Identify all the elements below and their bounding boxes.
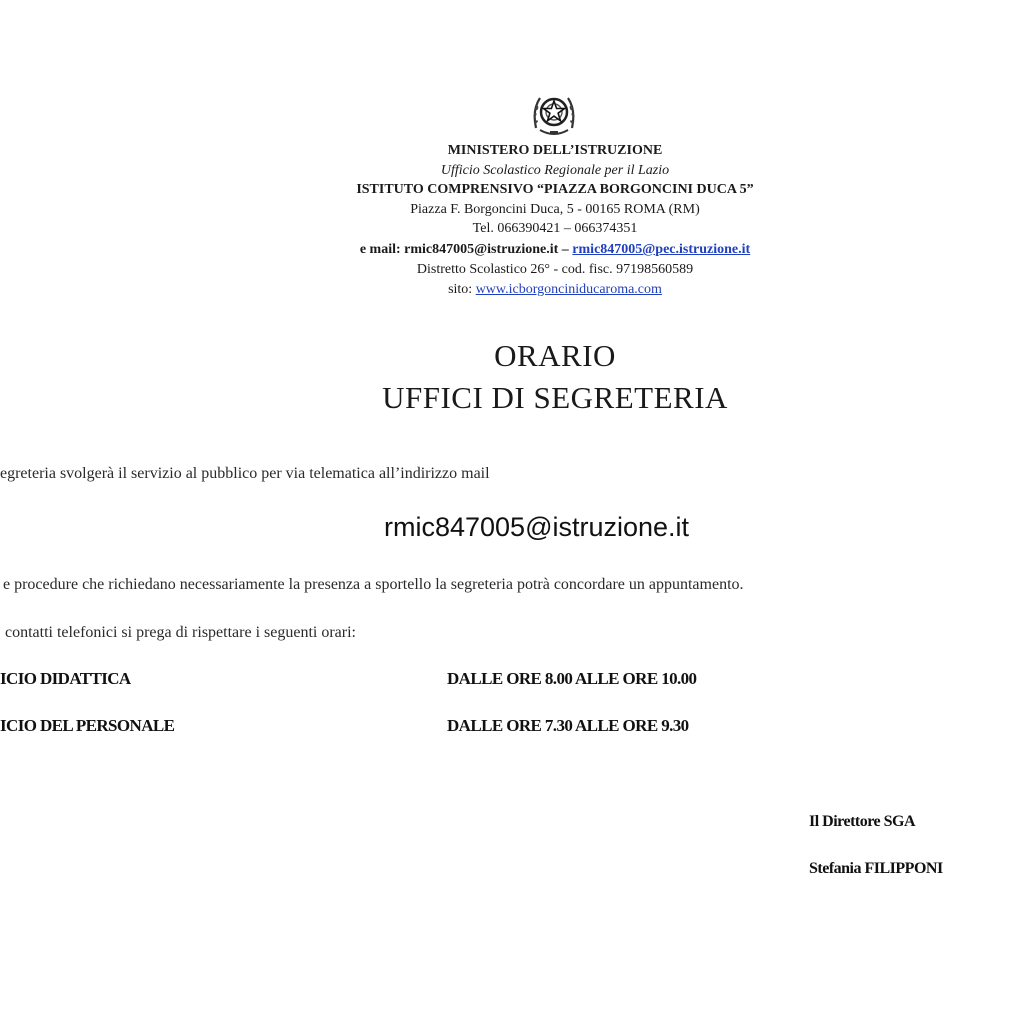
email-line (0, 242, 1024, 258)
contacts-paragraph: contatti telefonici si prega di rispettare i seguenti orari: (5, 624, 356, 641)
intro-paragraph: egreteria svolgerà il servizio al pubblico per via telematica all’indirizzo mail (0, 465, 490, 482)
page-subtitle: UFFICI DI SEGRETERIA (382, 380, 728, 415)
institute-name: ISTITUTO COMPRENSIVO “PIAZZA BORGONCINI DUCA 5” (356, 182, 754, 197)
republic-emblem-icon (530, 88, 578, 140)
schedule-hours-value: DALLE ORE 7.30 ALLE ORE 9.30 (447, 716, 689, 735)
institute-address: Piazza F. Borgoncini Duca, 5 - 00165 ROMA (RM) (410, 202, 700, 217)
service-email: rmic847005@istruzione.it (384, 512, 690, 542)
schedule-office-label: ICIO DEL PERSONALE (0, 716, 175, 735)
ministry-name: MINISTERO DELL’ISTRUZIONE (447, 143, 663, 158)
district-line: Distretto Scolastico 26° - cod. fisc. 97198560589 (416, 262, 694, 277)
institute-phone: Tel. 066390421 – 066374351 (472, 221, 638, 236)
signature-role: Il Direttore SGA (809, 813, 916, 830)
page-title: ORARIO (494, 338, 616, 373)
schedule-hours-value: DALLE ORE 8.00 ALLE ORE 10.00 (447, 669, 697, 688)
site-link[interactable]: www.icborgonciniducaroma.com (475, 282, 662, 297)
site-line (0, 282, 1024, 298)
signature-name: Stefania FILIPPONI (809, 860, 943, 877)
schedule-office-label: ICIO DIDATTICA (0, 669, 131, 688)
regional-office: Ufficio Scolastico Regionale per il Lazio (440, 163, 670, 178)
email-prefix: e mail: rmic847005@istruzione.it – (359, 242, 569, 257)
procedures-paragraph: e procedure che richiedano necessariamente la presenza a sportello la segreteria potrà concordare un appuntamento. (3, 576, 744, 593)
pec-email-link[interactable]: rmic847005@pec.istruzione.it (572, 242, 751, 257)
site-prefix: sito: (448, 282, 473, 297)
